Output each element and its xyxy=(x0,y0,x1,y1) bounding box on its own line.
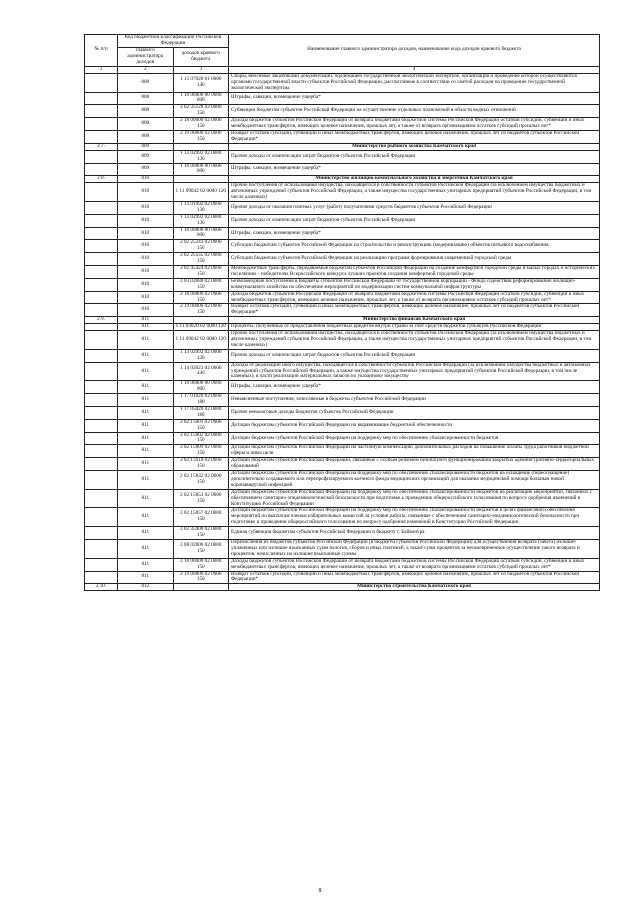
admin-code: 810 xyxy=(118,214,174,227)
column-number: 3 xyxy=(173,66,229,73)
header-group-bcc: Код бюджетной классификации Российской Федерации xyxy=(118,35,229,48)
revenue-code: 2 19 00000 02 0000 150 xyxy=(173,304,229,317)
row-number xyxy=(85,381,118,394)
table-row xyxy=(85,558,600,571)
admin-code: 811 xyxy=(118,458,174,471)
table-row xyxy=(85,304,600,317)
header-col-number: № п/п xyxy=(85,35,118,67)
table-row xyxy=(85,130,600,143)
table-row xyxy=(85,539,600,558)
revenue-name: Прочие доходы от оказания платных услуг (работ) получателями средств бюджетов субъектов Российской Федерации xyxy=(229,201,600,214)
revenue-name: Штрафы, санкции, возмещение ущерба* xyxy=(229,92,600,105)
row-number xyxy=(85,331,118,350)
row-number xyxy=(85,571,118,584)
revenue-code: 1 16 00000 00 0000 000 xyxy=(173,227,229,240)
row-number xyxy=(85,324,118,331)
revenue-name: Прочие доходы от компенсации затрат бюджетов субъектов Российской Федерации xyxy=(229,214,600,227)
row-number xyxy=(85,130,118,143)
revenue-name: Дотации бюджетам субъектов Российской Федерации на поддержку мер по обеспечению сбалансированности бюджетов на оснащение (переоснащение) дополнительно создаваемого или перепрофилируемого коечного фонда медицинских организаций для оказания медицинской помощи больным новой коронавирусной инфекцией xyxy=(229,471,600,490)
row-number xyxy=(85,445,118,458)
revenue-code: 2 02 15002 02 0000 150 xyxy=(173,432,229,445)
revenue-code: 1 15 07020 01 0000 140 xyxy=(173,73,229,92)
admin-code: 810 xyxy=(118,227,174,240)
revenue-code: 1 14 02023 02 0000 440 xyxy=(173,362,229,381)
revenue-name: Безвозмездные поступления в бюджеты субъектов Российской Федерации от государственной корпорации - Фонда содействия реформированию жилищно-коммунального хозяйства на обеспечение мероприятий по модернизации систем коммунальной инфраструктуры xyxy=(229,278,600,291)
admin-code: 809 xyxy=(118,163,174,176)
column-number: 2 xyxy=(118,66,174,73)
revenue-code: 2 02 45424 02 0000 150 xyxy=(173,266,229,279)
column-number: 4 xyxy=(229,66,600,73)
revenue-name: Прочие доходы от компенсации затрат бюджетов субъектов Российской Федерации xyxy=(229,150,600,163)
revenue-code: 1 17 05020 02 0000 180 xyxy=(173,406,229,419)
revenue-name: Министерство рыбного хозяйства Камчатского края xyxy=(229,143,600,150)
admin-code: 810 xyxy=(118,304,174,317)
revenue-code: 1 16 00000 00 0000 000 xyxy=(173,92,229,105)
row-number xyxy=(85,349,118,362)
row-number xyxy=(85,92,118,105)
table-row xyxy=(85,105,600,118)
revenue-name: Министерство финансов Камчатского края xyxy=(229,317,600,324)
admin-code: 812 xyxy=(118,584,174,591)
admin-code: 811 xyxy=(118,445,174,458)
table-row xyxy=(85,419,600,432)
row-number xyxy=(85,278,118,291)
revenue-code: 2 08 02000 02 0000 150 xyxy=(173,539,229,558)
row-number xyxy=(85,201,118,214)
table-row xyxy=(85,349,600,362)
table-row xyxy=(85,471,600,490)
revenue-name: Дотации бюджетам субъектов Российской Федерации на частичную компенсацию дополнительных расходов на повышение оплаты труда работников бюджетной сферы и иные цели xyxy=(229,445,600,458)
row-number xyxy=(85,419,118,432)
admin-code: 811 xyxy=(118,432,174,445)
table-row xyxy=(85,92,600,105)
row-number xyxy=(85,471,118,490)
revenue-code: 1 11 09042 02 0000 120 xyxy=(173,331,229,350)
revenue-code: 1 13 01992 02 0000 130 xyxy=(173,201,229,214)
revenue-name: Возврат остатков субсидий, субвенций и иных межбюджетных трансфертов, имеющих целевое назначение, прошлых лет из бюджетов субъектов Российской Федерации* xyxy=(229,304,600,317)
row-number xyxy=(85,214,118,227)
admin-code: 811 xyxy=(118,489,174,508)
table-row xyxy=(85,432,600,445)
admin-code: 810 xyxy=(118,266,174,279)
admin-code: 811 xyxy=(118,362,174,381)
table-row xyxy=(85,214,600,227)
row-number xyxy=(85,73,118,92)
admin-code: 811 xyxy=(118,381,174,394)
revenue-name: Дотации бюджетам субъектов Российской Федерации на поддержку мер по обеспечению сбалансированности бюджетов xyxy=(229,432,600,445)
revenue-name: Перечисления из бюджетов субъектов Российской Федерации (в бюджеты субъектов Российской Федерации) для осуществления возврата (зачета) излишне уплаченных или излишне взысканных сумм налогов, сборов и иных платежей, а также сумм процентов за несвоевременное осуществление такого возврата и процентов, начисленных на излишне взысканные суммы xyxy=(229,539,600,558)
revenue-code xyxy=(173,176,229,183)
row-number xyxy=(85,227,118,240)
row-number: 2.7. xyxy=(85,143,118,150)
table-row xyxy=(85,445,600,458)
table-row xyxy=(85,381,600,394)
table-row xyxy=(85,183,600,202)
admin-code: 811 xyxy=(118,349,174,362)
revenue-name: Сборы, вносимые заказчиками документации, подлежащей государственной экологической экспертизе, организация и проведение которой осуществляются органами государственной власти субъектов Российской Федерации, рассчитанные в соответствии со сметой расходов на проведение государственной экологической экспертизы xyxy=(229,73,600,92)
row-number xyxy=(85,163,118,176)
revenue-name: Штрафы, санкции, возмещение ущерба* xyxy=(229,163,600,176)
row-number xyxy=(85,150,118,163)
revenue-code: 1 16 00000 00 0000 000 xyxy=(173,163,229,176)
admin-code: 810 xyxy=(118,176,174,183)
header-col-admin: главного администратора доходов xyxy=(118,47,174,66)
revenue-name: Штрафы, санкции, возмещение ущерба* xyxy=(229,381,600,394)
header-col-name: Наименование главного администратора доходов, наименование кода доходов краевого бюджета xyxy=(229,35,600,67)
admin-code: 811 xyxy=(118,527,174,540)
revenue-name: Доходы бюджетов субъектов Российской Федерации от возврата бюджетами бюджетной системы Российской Федерации остатков субсидий, субвенций и иных межбюджетных трансфертов, имеющих целевое назначение, прошлых лет, а также от возврата организациями остатков субсидий прошлых лет* xyxy=(229,118,600,131)
revenue-code: 2 02 15009 02 0000 150 xyxy=(173,445,229,458)
row-number xyxy=(85,183,118,202)
row-number xyxy=(85,432,118,445)
revenue-name: Проценты, полученные от предоставления бюджетных кредитов внутри страны за счет средств бюджетов субъектов Российской Федерации xyxy=(229,324,600,331)
row-number: 2.10. xyxy=(85,584,118,591)
revenue-name: Доходы бюджетов субъектов Российской Федерации от возврата бюджетами бюджетной системы Российской Федерации остатков субсидий, субвенций и иных межбюджетных трансфертов, имеющих целевое назначение, прошлых лет, а также от возврата организациями остатков субсидий прошлых лет* xyxy=(229,291,600,304)
row-number xyxy=(85,394,118,407)
revenue-name: Дотации бюджетам субъектов Российской Федерации на поддержку мер по обеспечению сбалансированности бюджетов в целях финансового обеспечения мероприятий по выплатам членам избирательных комиссий за условия работы, связанные с обеспечением санитарно-эпидемиологической безопасности при подготовке и проведении общероссийского голосования по вопросу одобрения изменений в Конституцию Российской Федерации xyxy=(229,508,600,527)
row-number xyxy=(85,458,118,471)
admin-code: 811 xyxy=(118,419,174,432)
row-number xyxy=(85,105,118,118)
row-number xyxy=(85,266,118,279)
admin-code: 811 xyxy=(118,394,174,407)
revenue-name: Министерство строительства Камчатского края xyxy=(229,584,600,591)
table-row xyxy=(85,331,600,350)
table-row xyxy=(85,240,600,253)
admin-code: 810 xyxy=(118,291,174,304)
row-number xyxy=(85,253,118,266)
table-row xyxy=(85,118,600,131)
row-number xyxy=(85,489,118,508)
revenue-code: 2 02 15832 02 0000 150 xyxy=(173,471,229,490)
admin-code: 810 xyxy=(118,183,174,202)
table-row xyxy=(85,227,600,240)
revenue-name: Субсидии бюджетам субъектов Российской Федерации на строительство и реконструкцию (модернизацию) объектов питьевого водоснабжения xyxy=(229,240,600,253)
row-number xyxy=(85,118,118,131)
table-row xyxy=(85,150,600,163)
row-number xyxy=(85,240,118,253)
revenue-name: Возврат остатков субсидий, субвенций и иных межбюджетных трансфертов, имеющих целевое назначение, прошлых лет из бюджетов субъектов Российской Федерации* xyxy=(229,571,600,584)
admin-code: 808 xyxy=(118,130,174,143)
section-row xyxy=(85,584,600,591)
admin-code: 808 xyxy=(118,118,174,131)
table-row xyxy=(85,406,600,419)
row-number xyxy=(85,527,118,540)
revenue-name: Прочие неналоговые доходы бюджетов субъектов Российской Федерации xyxy=(229,406,600,419)
revenue-code: 2 19 00000 02 0000 150 xyxy=(173,571,229,584)
admin-code: 811 xyxy=(118,558,174,571)
table-row xyxy=(85,278,600,291)
admin-code: 811 xyxy=(118,406,174,419)
admin-code: 811 xyxy=(118,508,174,527)
table-row xyxy=(85,458,600,471)
admin-code: 811 xyxy=(118,571,174,584)
revenue-code: 2 02 25243 02 0000 150 xyxy=(173,240,229,253)
admin-code: 811 xyxy=(118,324,174,331)
revenue-code: 2 02 35128 02 0000 150 xyxy=(173,105,229,118)
revenue-name: Штрафы, санкции, возмещение ущерба* xyxy=(229,227,600,240)
revenue-code: 2 19 00000 02 0000 150 xyxy=(173,130,229,143)
revenue-code: 2 02 35900 02 0000 150 xyxy=(173,527,229,540)
admin-code: 810 xyxy=(118,201,174,214)
table-body xyxy=(85,73,600,590)
row-number: 2.9. xyxy=(85,317,118,324)
table-row xyxy=(85,489,600,508)
table-row xyxy=(85,362,600,381)
revenue-name: Дотации бюджетам субъектов Российской Федерации, связанные с особым режимом безопасного функционирования закрытых административно-территориальных образований xyxy=(229,458,600,471)
revenue-code: 2 02 15010 02 0000 150 xyxy=(173,458,229,471)
page-number: 8 xyxy=(318,888,322,894)
revenue-name: Субвенции бюджетам субъектов Российской Федерации на осуществление отдельных полномочий в области водных отношений xyxy=(229,105,600,118)
header-col-revenue: доходов краевого бюджета xyxy=(173,47,229,66)
admin-code: 811 xyxy=(118,539,174,558)
revenue-code: 1 11 03020 02 0000 120 xyxy=(173,324,229,331)
table-row xyxy=(85,253,600,266)
revenue-name: Прочие доходы от компенсации затрат бюджетов субъектов Российской Федерации xyxy=(229,349,600,362)
table-row xyxy=(85,201,600,214)
revenue-name: Межбюджетные трансферты, передаваемые бюджетам субъектов Российской Федерации на создание комфортной городской среды в малых городах и исторических поселениях - победителях Всероссийского конкурса лучших проектов создания комфортной городской среды xyxy=(229,266,600,279)
revenue-name: Прочие поступления от использования имущества, находящегося в собственности субъектов Российской Федерации (за исключением имущества бюджетных и автономных учреждений субъектов Российской Федерации, а также имущества государственных унитарных предприятий субъектов Российской Федерации, в том числе казенных) xyxy=(229,183,600,202)
table-row xyxy=(85,266,600,279)
row-number xyxy=(85,406,118,419)
revenue-code: 1 16 00000 00 0000 000 xyxy=(173,381,229,394)
table-row xyxy=(85,527,600,540)
table-row xyxy=(85,163,600,176)
table-row xyxy=(85,394,600,407)
revenue-name: Дотации бюджетам субъектов Российской Федерации на поддержку мер по обеспечению сбалансированности бюджетов на реализацию мероприятий, связанных с обеспечением санитарно-эпидемиологической безопасности при подготовке к проведению общероссийского голосования по вопросу одобрения изменений в Конституцию Российской Федерации xyxy=(229,489,600,508)
revenue-name: Министерство жилищно-коммунального хозяйства и энергетики Камчатского края xyxy=(229,176,600,183)
row-number xyxy=(85,362,118,381)
admin-code: 809 xyxy=(118,150,174,163)
admin-code: 811 xyxy=(118,471,174,490)
revenue-code: 2 02 15857 02 0000 150 xyxy=(173,508,229,527)
revenue-code: 2 18 00000 02 0000 150 xyxy=(173,558,229,571)
admin-code: 810 xyxy=(118,240,174,253)
admin-code: 811 xyxy=(118,317,174,324)
revenue-code: 2 02 25555 02 0000 150 xyxy=(173,253,229,266)
revenue-name: Доходы от реализации иного имущества, находящегося в собственности субъектов Российской Федерации (за исключением имущества бюджетных и автономных учреждений субъектов Российской Федерации, а также имущества государственных унитарных предприятий субъектов Российской Федерации, в том числе казенных), в части реализации материальных запасов по указанному имуществу xyxy=(229,362,600,381)
revenue-name: Невыясненные поступления, зачисляемые в бюджеты субъектов Российской Федерации xyxy=(229,394,600,407)
document-page xyxy=(84,34,600,591)
revenue-code: 1 13 02992 02 0000 130 xyxy=(173,349,229,362)
revenue-code: 1 11 09042 02 0000 120 xyxy=(173,183,229,202)
revenue-name: Дотации бюджетам субъектов Российской Федерации на выравнивание бюджетной обеспеченности xyxy=(229,419,600,432)
row-number xyxy=(85,539,118,558)
row-number xyxy=(85,291,118,304)
admin-code: 808 xyxy=(118,105,174,118)
table-row xyxy=(85,571,600,584)
revenue-code: 2 03 02080 02 0000 150 xyxy=(173,278,229,291)
revenue-code xyxy=(173,584,229,591)
admin-code: 808 xyxy=(118,92,174,105)
section-row xyxy=(85,143,600,150)
revenue-code: 2 02 15001 02 0000 150 xyxy=(173,419,229,432)
header-row xyxy=(85,35,600,48)
revenue-code: 2 18 00000 02 0000 150 xyxy=(173,291,229,304)
admin-code: 810 xyxy=(118,278,174,291)
revenue-code: 1 17 01020 02 0000 180 xyxy=(173,394,229,407)
revenue-code: 1 13 02992 02 0000 130 xyxy=(173,150,229,163)
row-number xyxy=(85,304,118,317)
revenue-code: 2 18 00000 02 0000 150 xyxy=(173,118,229,131)
revenue-name: Возврат остатков субсидий, субвенций и иных межбюджетных трансфертов, имеющих целевое назначение, прошлых лет из бюджетов субъектов Российской Федерации* xyxy=(229,130,600,143)
table-row xyxy=(85,73,600,92)
revenue-name: Единая субвенция бюджетам субъектов Российской Федерации и бюджету г. Байконура xyxy=(229,527,600,540)
table-row xyxy=(85,508,600,527)
revenue-name: Субсидии бюджетам субъектов Российской Федерации на реализацию программ формирования современной городской среды xyxy=(229,253,600,266)
row-number: 2.8. xyxy=(85,176,118,183)
row-number xyxy=(85,508,118,527)
admin-code: 811 xyxy=(118,331,174,350)
admin-code: 810 xyxy=(118,253,174,266)
admin-code: 808 xyxy=(118,73,174,92)
row-number xyxy=(85,558,118,571)
admin-code: 809 xyxy=(118,143,174,150)
revenue-code: 1 13 02992 02 0000 130 xyxy=(173,214,229,227)
revenue-name: Доходы бюджетов субъектов Российской Федерации от возврата бюджетами бюджетной системы Российской Федерации остатков субсидий, субвенций и иных межбюджетных трансфертов, имеющих целевое назначение, прошлых лет, а также от возврата организациями остатков субсидий прошлых лет* xyxy=(229,558,600,571)
revenue-code: 2 02 15853 02 0000 150 xyxy=(173,489,229,508)
revenue-name: Прочие поступления от использования имущества, находящегося в собственности субъектов Российской Федерации (за исключением имущества бюджетных и автономных учреждений субъектов Российской Федерации, а также имущества государственных унитарных предприятий субъектов Российской Федерации, в том числе казенных) xyxy=(229,331,600,350)
revenue-codes-table xyxy=(84,34,600,591)
column-number: 1 xyxy=(85,66,118,73)
